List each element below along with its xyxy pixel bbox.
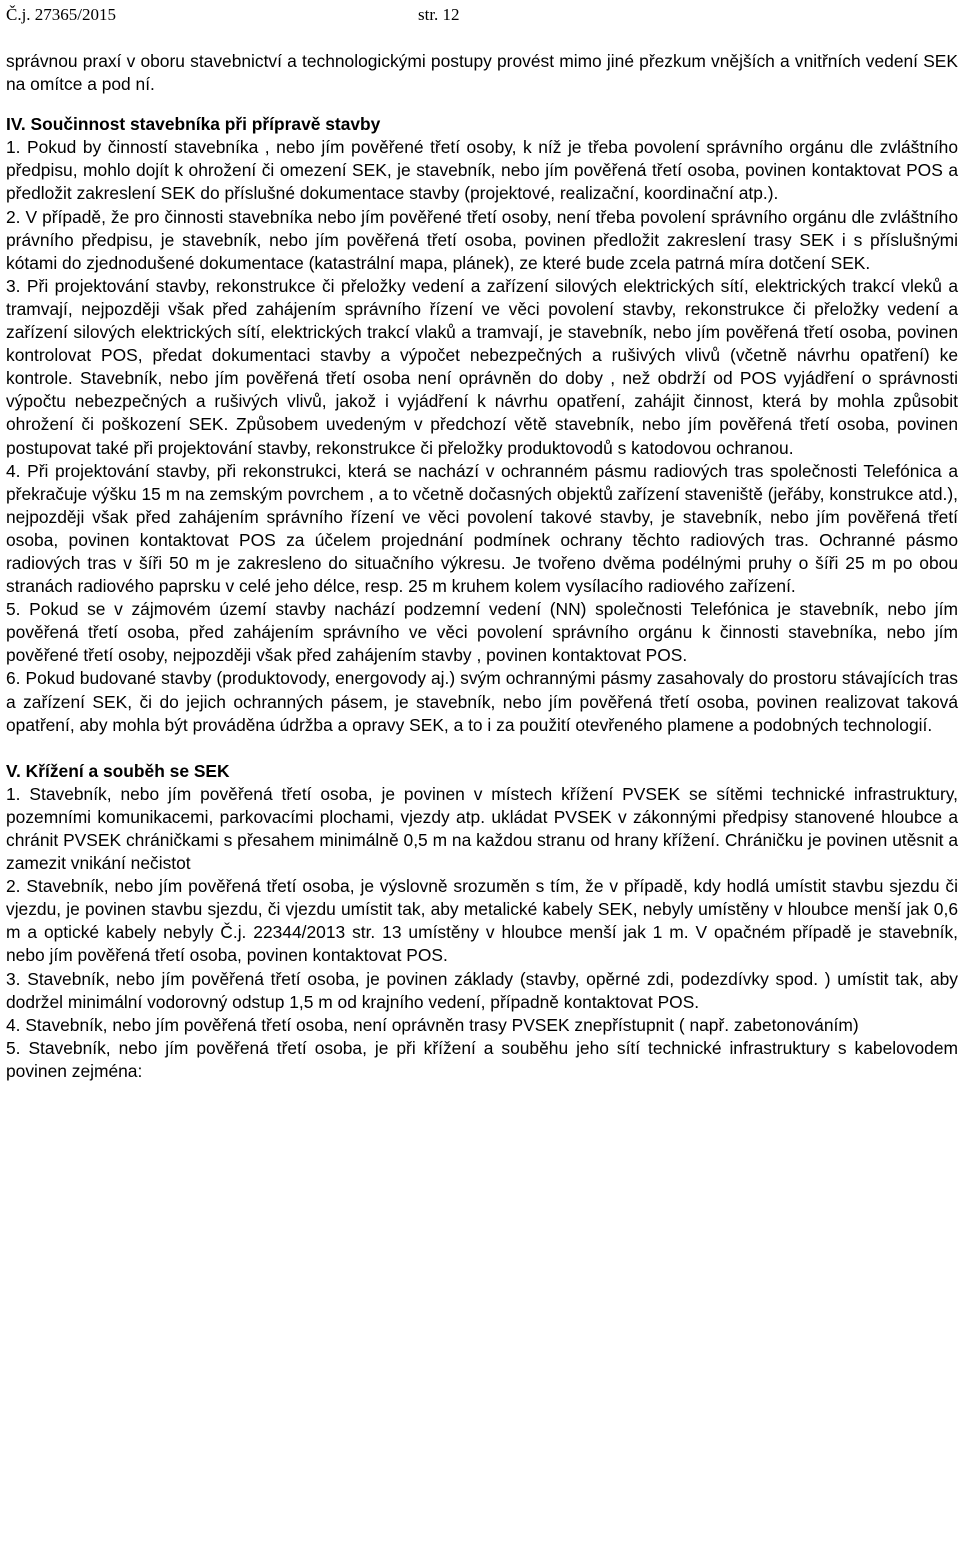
page-header xyxy=(6,3,946,27)
section-v-item-3: 3. Stavebník, nebo jím pověřená třetí osoba, je povinen základy (stavby, opěrné zdi, podezdívky spod. ) umístit tak, aby dodržel minimální vodorovný odstup 1,5 m od krajního vedení, případně kontaktovat POS. xyxy=(6,968,958,1012)
section-v-item-2: 2. Stavebník, nebo jím pověřená třetí osoba, je výslovně srozuměn s tím, že v případě, kdy hodlá umístit stavbu sjezdu či vjezdu, je povinen stavbu sjezdu, či vjezdu umístit tak, aby metalické kabely SEK, nebyly umístěny v hloubce menší jak 0,6 m a optické kabely nebyly Č.j. 22344/2013 str. 13 umístěny v hloubce menší jak 1 m. V opačném případě je stavebník, nebo jím pověřená třetí osoba, povinen kontaktovat POS. xyxy=(6,876,958,966)
page-number: str. 12 xyxy=(418,5,460,24)
section-heading-iv: IV. Součinnost stavebníka při přípravě stavby xyxy=(6,114,381,135)
document-body xyxy=(6,50,958,1083)
document-reference: Č.j. 27365/2015 xyxy=(6,5,117,24)
section-v-item-4: 4. Stavebník, nebo jím pověřená třetí osoba, není oprávněn trasy PVSEK znepřístupnit ( např. zabetonováním) xyxy=(6,1014,859,1035)
section-v-item-5: 5. Stavebník, nebo jím pověřená třetí osoba, je při křížení a souběhu jeho sítí technické infrastruktury s kabelovodem povinen zejména: xyxy=(6,1037,958,1081)
section-iv-item-2: 2. V případě, že pro činnosti stavebníka nebo jím pověřené třetí osoby, není třeba povolení správního orgánu dle zvláštního právního předpisu, je stavebník, nebo jím pověřená třetí osoba, povinen předložit zakreslení trasy SEK i s příslušnými kótami do zjednodušené dokumentace (katastrální mapa, plánek), ze které bude zcela patrná míra dotčení SEK. xyxy=(6,206,958,273)
section-heading-v: V. Křížení a souběh se SEK xyxy=(6,760,230,781)
section-iv-item-1: 1. Pokud by činností stavebníka , nebo jím pověřené třetí osoby, k níž je třeba povolení správního orgánu dle zvláštního předpisu, mohlo dojít k ohrožení či omezení SEK, je stavebník, nebo jím pověřená třetí osoba, povinen kontaktovat POS a předložit zakreslení SEK do příslušné dokumentace stavby (projektové, realizační, koordinační atp.). xyxy=(6,137,958,204)
section-iv-item-6: 6. Pokud budované stavby (produktovody, energovody aj.) svým ochrannými pásmy zasahovaly do prostoru stávajících tras a zařízení SEK, či do jejich ochranných pásem, je stavebník, nebo jím pověřená třetí osoba, povinen realizovat taková opatření, aby mohla být prováděna údržba a opravy SEK, a to i za použití otevřeného plamene a podobných technologií. xyxy=(6,668,958,735)
section-iv-item-5: 5. Pokud se v zájmovém území stavby nachází podzemní vedení (NN) společnosti Telefónica je stavebník, nebo jím pověřená třetí osoba, před zahájením správního ve věci povolení správního orgánu k činnosti stavebníka, nebo jím pověřené třetí osoby, nejpozději však před zahájením stavby , povinen kontaktovat POS. xyxy=(6,599,958,666)
section-v-item-1: 1. Stavebník, nebo jím pověřená třetí osoba, je povinen v místech křížení PVSEK se sítěmi technické infrastruktury, pozemními komunikacemi, parkovacími plochami, vjezdy atp. ukládat PVSEK v zákonnými předpisy stanovené hloubce a chránit PVSEK chráničkami s přesahem minimálně 0,5 m na každou stranu od hrany křížení. Chráničku je povinen utěsnit a zamezit vnikání nečistot xyxy=(6,783,958,874)
intro-paragraph: správnou praxí v oboru stavebnictví a technologickými postupy provést mimo jiné přezkum vnějších a vnitřních vedení SEK na omítce a pod ní. xyxy=(6,51,958,95)
section-iv-item-4: 4. Při projektování stavby, při rekonstrukci, která se nachází v ochranném pásmu radiových tras společnosti Telefónica a překračuje výšku 15 m na zemským povrchem , a to včetně dočasných objektů zařízení staveniště (jeřáby, konstrukce atd.), nejpozději však před zahájením správního řízení ve věci povolení takové stavby, je stavebník, nebo jím pověřená třetí osoba, povinen kontaktovat POS za účelem projednání podmínek ochrany těchto radiových tras. Ochranné pásmo radiových tras v šíři 50 m je zakresleno do situačního výkresu. Je tvořeno dvěma podélnými pruhy o šíři 25 m po obou stranách radiového paprsku v celé jeho délce, resp. 25 m kruhem kolem vysílacího radiového zařízení. xyxy=(6,460,958,597)
section-iv-item-3: 3. Při projektování stavby, rekonstrukce či přeložky vedení a zařízení silových elektrických sítí, elektrických trakcí vleků a tramvají, nejpozději však před zahájením správního řízení ve věci povolení stavby, rekonstrukce či přeložky vedení a zařízení silových elektrických sítí, elektrických trakcí vlaků a tramvají, je stavebník, nebo jím pověřená třetí osoba, povinen kontrolovat POS, předat dokumentaci stavby a výpočet nebezpečných a rušivých vlivů (včetně návrhu opatření) ke kontrole. Stavebník, nebo jím pověřená třetí osoba není oprávněn do doby , než obdrží od POS vyjádření o správnosti výpočtu nebezpečných a rušivých vlivů, jakož i vyjádření k návrhu opatření, zahájit činnost, která by mohla způsobit ohrožení či poškození SEK. Způsobem uvedeným v předchozí větě stavebník, nebo jím pověřená třetí osoba, povinen postupovat také při projektování stavby, rekonstrukce či přeložky produktovodů s katodovou ochranou. xyxy=(6,275,958,458)
